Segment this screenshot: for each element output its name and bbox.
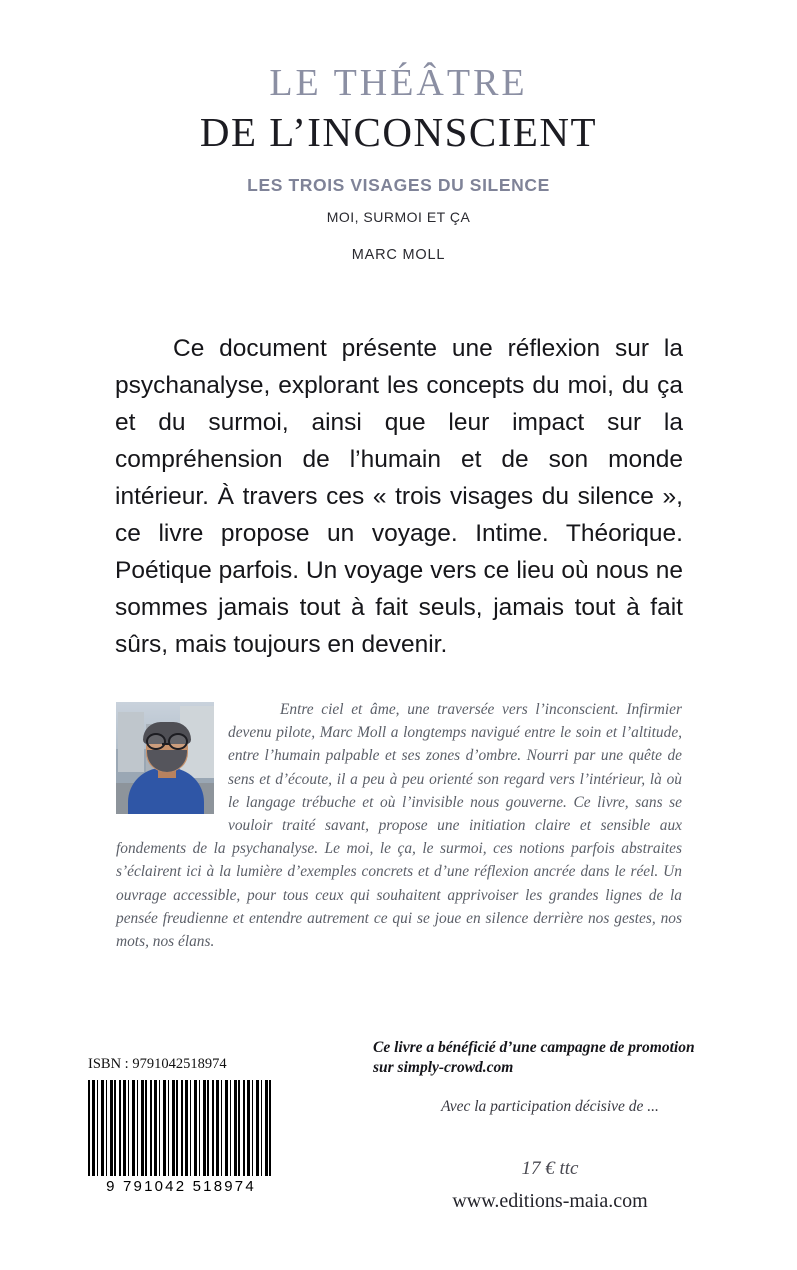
- isbn-label: ISBN : 9791042518974: [88, 1056, 227, 1072]
- book-subtitle: LES TROIS VISAGES DU SILENCE: [247, 174, 550, 195]
- book-sub-subtitle: MOI, SURMOI ET ÇA: [326, 208, 471, 225]
- book-title-line-2: DE L’INCONSCIENT: [199, 108, 598, 155]
- barcode-digits: 9 791042 518974: [106, 1178, 256, 1195]
- book-title-line-1: LE THÉÂTRE: [269, 62, 528, 104]
- author-name: MARC MOLL: [351, 246, 446, 263]
- barcode: [88, 1080, 274, 1198]
- author-bio-text: Entre ciel et âme, une traversée vers l’inconscient. Infirmier devenu pilote, Marc Moll a longtemps navigué entre le soin et l’altitude, entre l’humain palpable et ses zones d’ombre. Nourri par une quête de sens et d’écoute, il a peu à peu orienté son regard vers l’intérieur, là où le langage trébuche et où l’invisible nous gouverne. Ce livre, sans se vouloir traité savant, propose une initiation claire et sensible aux fondements de la psychanalyse. Le moi, le ça, le surmoi, ces notions parfois abstraites s’éclairent ici à la lumière d’exemples concrets et d’une réflexion ancrée dans le réel. Un ouvrage accessible, pour tous ceux qui souhaitent apprivoiser les grandes lignes de la pensée freudienne et entendre autrement ce qui se joue en silence derrière nos gestes, nos mots, nos élans.: [116, 701, 682, 951]
- publisher-website: www.editions-maia.com: [452, 1190, 648, 1212]
- promotion-block: [370, 1038, 730, 1116]
- author-bio-section: [116, 698, 682, 953]
- participation-note: Avec la participation décisive de ...: [441, 1098, 659, 1115]
- barcode-bars: [88, 1080, 274, 1176]
- book-blurb: Ce document présente une réflexion sur la psychanalyse, explorant les concepts du moi, du ça et du surmoi, ainsi que leur impact sur la compréhension de l’humain et de son monde intérieur. À travers ces « trois visages du silence », ce livre propose un voyage. Intime. Théorique. Poétique parfois. Un voyage vers ce lieu où nous ne sommes jamais tout à fait seuls, jamais tout à fait sûrs, mais toujours en devenir.: [115, 335, 683, 658]
- title-block: [0, 62, 797, 263]
- author-portrait-photo: [116, 702, 214, 814]
- promotion-line-2: sur simply-crowd.com: [373, 1059, 514, 1076]
- price-label: 17 € ttc: [521, 1158, 579, 1179]
- promotion-line-1: Ce livre a bénéficié d’une campagne de promotion: [373, 1039, 695, 1056]
